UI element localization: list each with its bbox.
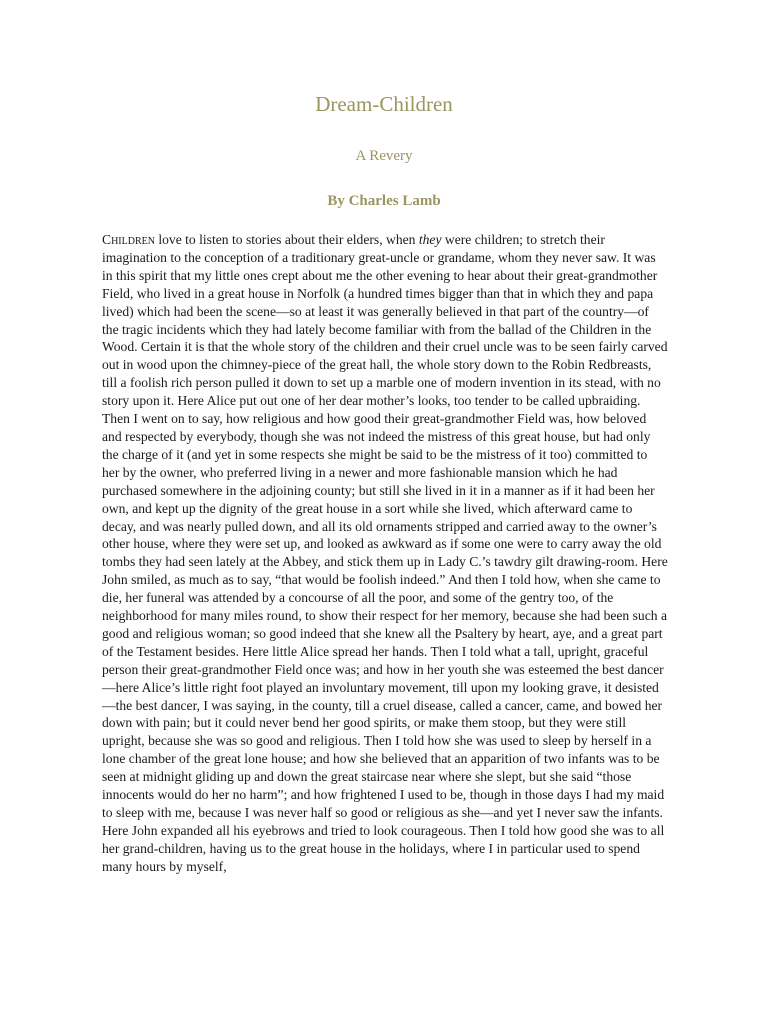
emphasis-word: they bbox=[418, 232, 442, 247]
body-paragraph bbox=[102, 231, 668, 876]
document-author: By Charles Lamb bbox=[327, 193, 441, 209]
drop-word: Children bbox=[102, 232, 155, 247]
document-title: Dream-Children bbox=[315, 92, 453, 116]
body-text-segment-1: love to listen to stories about their elders, when bbox=[154, 232, 419, 247]
document-subtitle: A Revery bbox=[355, 148, 413, 164]
body-text-segment-2: were children; to stretch their imagination to the conception of a traditionary great-uncle or grandame, whom they never saw. It was in this spirit that my little ones crept about me the other evening to hear about their great-grandmother Field, who lived in a great house in Norfolk (a hundred times bigger than that in which they and papa lived) which had been the scene—so at least it was generally believed in that part of the country—of the tragic incidents which they had lately become familiar with from the ballad of the Children in the Wood. Certain it is that the whole story of the children and their cruel uncle was to be seen fairly carved out in wood upon the chimney-piece of the great hall, the whole story down to the Robin Redbreasts, till a foolish rich person pulled it down to set up a marble one of modern invention in its stead, with no story upon it. Here Alice put out one of her dear mother’s looks, too tender to be called upbraiding. Then I went on to say, how religious and how good their great-grandmother Field was, how beloved and respected by everybody, though she was not indeed the mistress of this great house, but had only the charge of it (and yet in some respects she might be said to be the mistress of it too) committed to her by the owner, who preferred living in a newer and more fashionable mansion which he had purchased somewhere in the adjoining county; but still she lived in it in a manner as if it had been her own, and kept up the dignity of the great house in a sort while she lived, which afterward came to decay, and was nearly pulled down, and all its old ornaments stripped and carried away to the owner’s other house, where they were set up, and looked as awkward as if some one were to carry away the old tombs they had seen lately at the Abbey, and stick them up in Lady C.’s tawdry gilt drawing-room. Here John smiled, as much as to say, “that would be foolish indeed.” And then I told how, when she came to die, her funeral was attended by a concourse of all the poor, and some of the gentry too, of the neighborhood for many miles round, to show their respect for her memory, because she had been such a good and religious woman; so good indeed that she knew all the Psaltery by heart, aye, and a great part of the Testament besides. Here little Alice spread her hands. Then I told what a tall, upright, graceful person their great-grandmother Field once was; and how in her youth she was esteemed the best dancer—here Alice’s little right foot played an involuntary movement, till upon my looking grave, it desisted—the best dancer, I was saying, in the county, till a cruel disease, called a cancer, came, and bowed her down with pain; but it could never bend her good spirits, or make them stoop, but they were still upright, because she was so good and religious. Then I told how she was used to sleep by herself in a lone chamber of the great lone house; and how she believed that an apparition of two infants was to be seen at midnight gliding up and down the great staircase near where she slept, but she said “those innocents would do her no harm”; and how frightened I used to be, though in those days I had my maid to sleep with me, because I was never half so good or religious as she—and yet I never saw the infants. Here John expanded all his eyebrows and tried to look courageous. Then I told how good she was to all her grand-children, having us to the great house in the holidays, where I in particular used to spend many hours by myself, bbox=[102, 232, 668, 874]
